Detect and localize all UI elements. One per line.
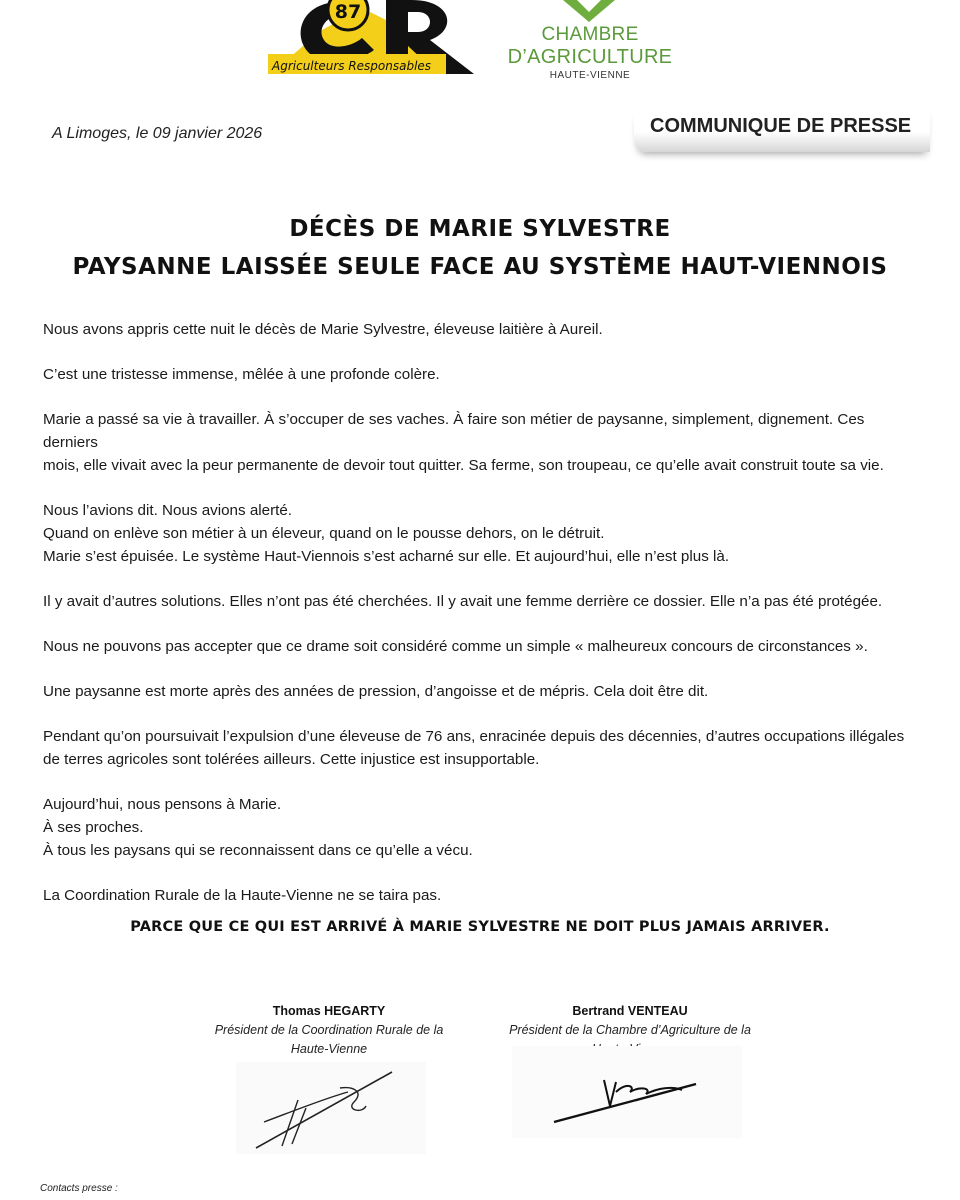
dateline: A Limoges, le 09 janvier 2026 (52, 125, 263, 142)
handwritten-signature-right (512, 1046, 742, 1138)
chambre-logo-line2: D’AGRICULTURE (507, 46, 673, 68)
body-line: mois, elle vivait avec la peur permanente de devoir tout quitter. Sa ferme, son troupeau, ce qu’elle avait construit toute sa vie. (43, 457, 884, 474)
body-line: Quand on enlève son métier à un éleveur, quand on le pousse dehors, on le détruit. (43, 525, 605, 542)
paragraph (43, 793, 923, 862)
signatory-name: Thomas HEGARTY (272, 1004, 386, 1018)
headline-line-1: DÉCÈS DE MARIE SYLVESTRE (289, 216, 671, 242)
body-line: C’est une tristesse immense, mêlée à une profonde colère. (43, 366, 440, 383)
press-release-badge (634, 108, 930, 152)
paragraph (43, 408, 923, 477)
chambre-logo-line1: CHAMBRE (541, 24, 639, 45)
signatory-role: Président de la Coordination Rurale de la (214, 1023, 444, 1037)
signature-block-left (184, 1002, 474, 1059)
handwritten-signature-left (236, 1062, 426, 1154)
body-line: Marie a passé sa vie à travailler. À s’occuper de ses vaches. À faire son métier de paysanne, simplement, dignement. Ces derniers (43, 411, 865, 451)
press-release-body (43, 318, 923, 929)
paragraph (43, 590, 923, 613)
paragraph (43, 884, 923, 907)
body-line: Il y avait d’autres solutions. Elles n’ont pas été cherchées. Il y avait une femme derrière ce dossier. Elle n’a pas été protégée. (43, 593, 883, 610)
leaf-v-icon (563, 0, 615, 22)
closing-slogan: PARCE QUE CE QUI EST ARRIVÉ À MARIE SYLVESTRE NE DOIT PLUS JAMAIS ARRIVER. (130, 919, 830, 935)
body-line: Pendant qu’on poursuivait l’expulsion d’une éleveuse de 76 ans, enracinée depuis des décennies, d’autres occupations illégales (43, 728, 905, 745)
body-line: À ses proches. (43, 819, 144, 836)
press-contacts-label: Contacts presse : (40, 1183, 118, 1194)
coordination-rurale-logo (262, 0, 477, 85)
paragraph (43, 680, 923, 703)
cr-logo-tagline: Agriculteurs Responsables (272, 59, 432, 73)
body-line: Nous avons appris cette nuit le décès de Marie Sylvestre, éleveuse laitière à Aureil. (43, 321, 603, 338)
body-line: Une paysanne est morte après des années de pression, d’angoisse et de mépris. Cela doit être dit. (43, 683, 709, 700)
header-logos (0, 0, 960, 90)
cr-logo-number: 87 (334, 1, 362, 23)
body-line: de terres agricoles sont tolérées ailleurs. Cette injustice est insupportable. (43, 751, 540, 768)
body-line: À tous les paysans qui se reconnaissent dans ce qu’elle a vécu. (43, 842, 473, 859)
chambre-logo-sub: HAUTE-VIENNE (549, 70, 631, 81)
paragraph (43, 363, 923, 386)
paragraph (43, 725, 923, 771)
press-release-badge-label: COMMUNIQUE DE PRESSE (650, 115, 912, 137)
signatory-name: Bertrand VENTEAU (572, 1004, 688, 1018)
paragraph (43, 318, 923, 341)
body-line: Nous l’avions dit. Nous avions alerté. (43, 502, 293, 519)
body-line: Marie s’est épuisée. Le système Haut-Viennois s’est acharné sur elle. Et aujourd’hui, elle n’est plus là. (43, 548, 730, 565)
paragraph (43, 635, 923, 658)
signatory-role: Haute-Vienne (290, 1042, 368, 1056)
signatory-role: Président de la Chambre d’Agriculture de la (509, 1023, 751, 1037)
body-line: Aujourd’hui, nous pensons à Marie. (43, 796, 282, 813)
body-line: La Coordination Rurale de la Haute-Vienne ne se taira pas. (43, 887, 442, 904)
body-line: Nous ne pouvons pas accepter que ce drame soit considéré comme un simple « malheureux concours de circonstances ». (43, 638, 868, 655)
headline-line-2: PAYSANNE LAISSÉE SEULE FACE AU SYSTÈME HAUT-VIENNOIS (72, 254, 888, 280)
paragraph (43, 499, 923, 568)
